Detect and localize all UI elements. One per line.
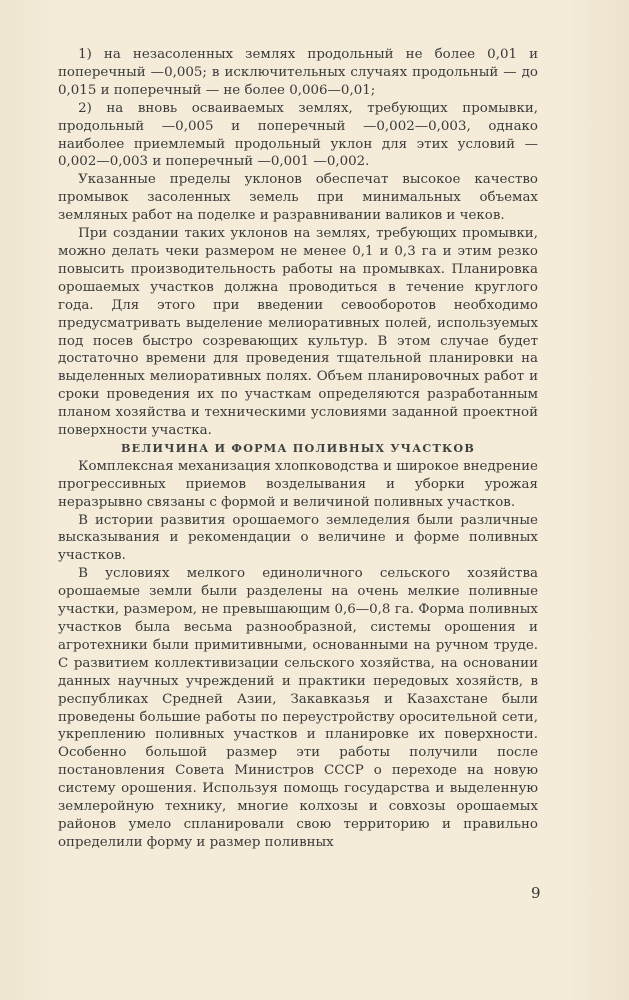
paragraph: 2) на вновь осваиваемых землях, требующих промывки, продольный —0,005 и поперечный —0,002—0,003, однако наиболее приемлемый продольный уклон для этих условий — 0,002—0,003 и поперечный —0,001 —0,002.	[58, 100, 538, 170]
paragraph: Комплексная механизация хлопководства и широкое внедрение прогрессивных приемов возделывания и уборки урожая неразрывно связаны с формой и величиной поливных участков.	[58, 458, 538, 510]
paragraph: 1) на незасоленных землях продольный не более 0,01 и поперечный —0,005; в исключительных случаях продольный — до 0,015 и поперечный — не более 0,006—0,01;	[58, 47, 538, 98]
body-text	[58, 46, 538, 852]
paragraph: В истории развития орошаемого земледелия были различные высказывания и рекомендации о величине и форме поливных участков.	[58, 512, 538, 564]
paragraph: В условиях мелкого единоличного сельского хозяйства орошаемые земли были разделены на очень мелкие поливные участки, размером, не превышающим 0,6—0,8 га. Форма поливных участков была весьма разнообразной, системы орошения и агротехники были примитивными, основанными на ручном труде. С развитием коллективизации сельского хозяйства, на основании данных научных учреждений и практики передовых хозяйств, в республиках Средней Азии, Закавказья и Казахстане были проведены большие работы по переустройству оросительной сети, укреплению поливных участков и планировке их поверхности. Особенно большой размер эти работы получили после постановления Совета Министров СССР о переходе на новую систему орошения. Используя помощь государства и выделенную землеройную технику, многие колхозы и совхозы орошаемых районов умело спланировали свою территорию и правильно определили форму и размер поливных	[58, 566, 538, 850]
page-number: 9	[531, 884, 541, 902]
section-heading: ВЕЛИЧИНА И ФОРМА ПОЛИВНЫХ УЧАСТКОВ	[120, 440, 476, 455]
paragraph: При создании таких уклонов на землях, требующих промывки, можно делать чеки размером не менее 0,1 и 0,3 га и этим резко повысить производительность работы на промывках. Планировка орошаемых участков должна проводиться в течение круглого года. Для этого при введении севооборотов необходимо предусматривать выделение мелиоративных полей, используемых под посев быстро созревающих культур. В этом случае будет достаточно времени для проведения тщательной планировки на выделенных мелиоративных полях. Объем планировочных работ и сроки проведения их по участкам определяются разработанным планом хозяйства и техническими условиями заданной проектной поверхности участка.	[58, 226, 538, 439]
paragraph: Указанные пределы уклонов обеспечат высокое качество промывок засоленных земель при минимальных объемах земляных работ на поделке и разравнивании валиков и чеков.	[58, 172, 538, 224]
